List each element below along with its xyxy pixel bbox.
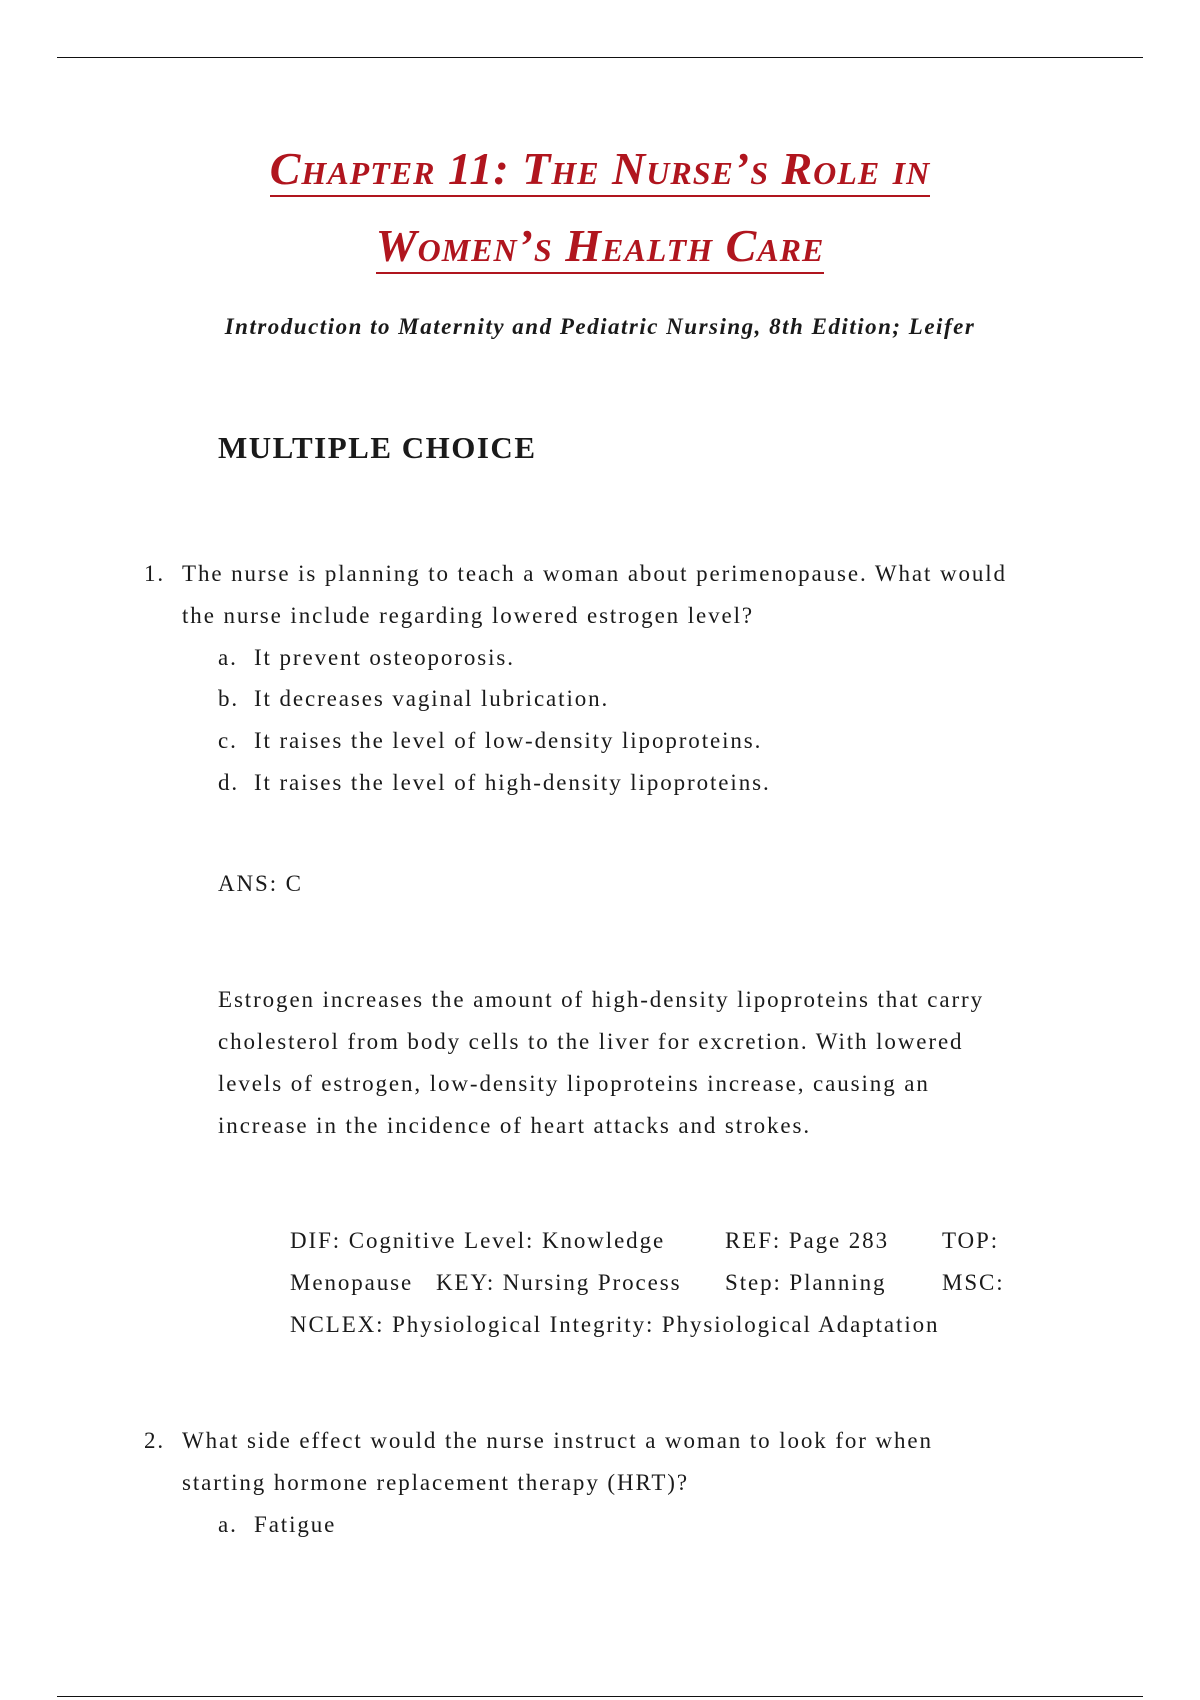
question-1-stem-line-2: the nurse include regarding lowered estrogen level? (182, 603, 755, 628)
question-1-option-a: a. It prevent osteoporosis. (218, 645, 515, 670)
question-1-stem (182, 553, 1007, 637)
question-1-answer: ANS: C (218, 871, 303, 896)
meta-top-value: Menopause (290, 1270, 414, 1295)
question-2-stem-line-1: What side effect would the nurse instruct a woman to look for when (182, 1428, 933, 1453)
top-rule (57, 57, 1143, 58)
question-1-option-d: d. It raises the level of high-density lipoproteins. (218, 770, 771, 795)
rationale-line: levels of estrogen, low-density lipoproteins increase, causing an (218, 1071, 930, 1096)
meta-msc-value: NCLEX: Physiological Integrity: Physiological Adaptation (290, 1312, 940, 1337)
meta-dif: DIF: Cognitive Level: Knowledge (290, 1228, 666, 1253)
meta-top-label: TOP: (942, 1228, 1000, 1253)
question-1-option-c: c. It raises the level of low-density lipoproteins. (218, 728, 763, 753)
meta-msc-label: MSC: (942, 1270, 1005, 1295)
question-2-stem (182, 1420, 933, 1504)
bottom-rule (57, 1696, 1143, 1697)
question-2-number: 2. (144, 1428, 166, 1453)
rationale-line: increase in the incidence of heart attacks and strokes. (218, 1113, 812, 1138)
book-subtitle: Introduction to Maternity and Pediatric Nursing, 8th Edition; Leifer (224, 314, 976, 339)
question-2-option-a: a. Fatigue (218, 1512, 337, 1537)
meta-key: KEY: Nursing Process (436, 1270, 682, 1295)
chapter-title-line-1: Chapter 11: The Nurse’s Role in (0, 145, 1200, 197)
meta-ref: REF: Page 283 (725, 1228, 889, 1253)
question-1-stem-line-1: The nurse is planning to teach a woman about perimenopause. What would (182, 561, 1007, 586)
meta-step: Step: Planning (725, 1270, 887, 1295)
rationale-line: Estrogen increases the amount of high-density lipoproteins that carry (218, 987, 984, 1012)
section-heading: MULTIPLE CHOICE (218, 430, 537, 465)
question-1-rationale (218, 979, 984, 1147)
chapter-title-line-2: Women’s Health Care (0, 222, 1200, 274)
question-1-number: 1. (144, 561, 166, 586)
question-1-option-b: b. It decreases vaginal lubrication. (218, 686, 610, 711)
question-2-stem-line-2: starting hormone replacement therapy (HRT)? (182, 1470, 689, 1495)
rationale-line: cholesterol from body cells to the liver for excretion. With lowered (218, 1029, 964, 1054)
